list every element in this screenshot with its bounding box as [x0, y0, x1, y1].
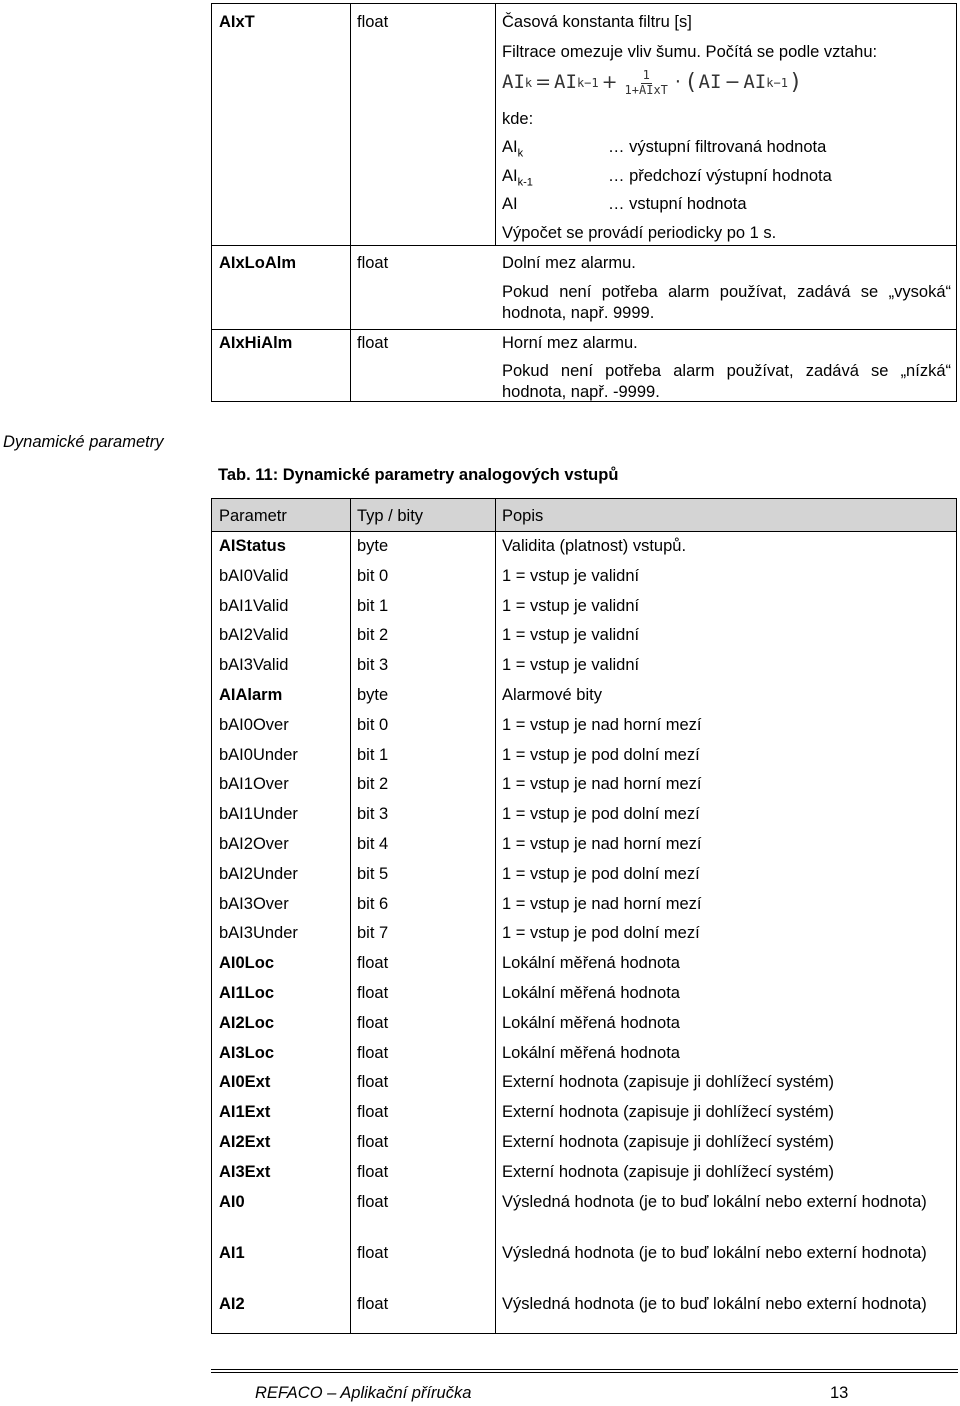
param-name: AI1Ext	[219, 1103, 271, 1122]
param-desc: Alarmové bity	[502, 686, 602, 704]
param-desc: Externí hodnota (zapisuje ji dohlížecí systém)	[502, 1103, 834, 1122]
param-type: float	[357, 1192, 389, 1211]
definition-desc: … výstupní filtrovaná hodnota	[608, 138, 827, 156]
param-type: float	[357, 254, 389, 272]
param-desc: 1 = vstup je pod dolní mezí	[502, 805, 700, 824]
param-desc-line: Filtrace omezuje vliv šumu. Počítá se podle vztahu:	[502, 43, 878, 61]
param-type: float	[357, 1073, 389, 1092]
table-caption: Tab. 11: Dynamické parametry analogových vstupů	[218, 466, 619, 484]
param-type: float	[357, 334, 389, 352]
param-desc: 1 = vstup je nad horní mezí	[502, 894, 702, 913]
param-name: AI1Loc	[219, 984, 275, 1002]
param-type: bit 2	[357, 626, 389, 645]
param-desc: Lokální měřená hodnota	[502, 954, 680, 973]
param-desc: Lokální měřená hodnota	[502, 984, 680, 1002]
param-type: bit 4	[357, 835, 389, 853]
param-type: bit 2	[357, 775, 389, 794]
filter-formula	[502, 66, 803, 100]
param-desc: 1 = vstup je validní	[502, 656, 640, 675]
param-name: bAI2Over	[219, 835, 289, 853]
param-desc: 1 = vstup je nad horní mezí	[502, 715, 702, 734]
param-desc: 1 = vstup je nad horní mezí	[502, 775, 702, 794]
param-name: bAI3Valid	[219, 656, 289, 675]
param-desc-text: Pokud není potřeba alarm používat, zadává se „nízká“ hodnota, např. -9999.	[502, 362, 951, 401]
param-type: bit 0	[357, 715, 389, 734]
param-name: bAI1Over	[219, 775, 289, 794]
formula-paren: )	[790, 70, 800, 96]
param-type: bit 3	[357, 656, 389, 675]
section-heading: Dynamické parametry	[3, 433, 164, 451]
formula-subscript: k−1	[576, 75, 599, 90]
param-desc: 1 = vstup je pod dolní mezí	[502, 745, 700, 764]
param-name: AI2	[219, 1294, 245, 1313]
param-name: AIxLoAlm	[219, 254, 297, 272]
definition-desc: … vstupní hodnota	[608, 195, 747, 213]
param-name: bAI1Under	[219, 805, 298, 824]
param-type: bit 1	[357, 596, 389, 615]
row-divider	[212, 329, 956, 330]
param-name: bAI1Valid	[219, 596, 289, 615]
param-desc: Externí hodnota (zapisuje ji dohlížecí systém)	[502, 1133, 834, 1151]
param-type: bit 1	[357, 745, 389, 764]
param-desc: Výsledná hodnota (je to buď lokální nebo externí hodnota)	[502, 1294, 927, 1313]
formula-term: AI	[743, 71, 767, 94]
header-desc: Popis	[502, 507, 544, 525]
definition-symbol: AI	[502, 195, 518, 213]
param-name: AIAlarm	[219, 686, 283, 704]
param-desc: Výsledná hodnota (je to buď lokální nebo externí hodnota)	[502, 1243, 927, 1262]
formula-operator: −	[724, 71, 741, 94]
param-desc-text: Pokud není potřeba alarm používat, zadává se „vysoká“ hodnota, např. 9999.	[502, 283, 951, 322]
param-desc: 1 = vstup je nad horní mezí	[502, 835, 702, 853]
formula-subscript: k−1	[766, 75, 788, 90]
param-type: byte	[357, 686, 389, 704]
param-type: float	[357, 1162, 389, 1181]
definition-symbol: $AI_k$	[502, 138, 524, 160]
param-type: bit 3	[357, 805, 389, 824]
param-name: AI3Ext	[219, 1162, 271, 1181]
param-name: AIxHiAlm	[219, 334, 293, 352]
formula-paren: (	[686, 70, 696, 96]
param-name: bAI2Valid	[219, 626, 289, 645]
footer-rule	[211, 1369, 958, 1370]
definition-desc: … předchozí výstupní hodnota	[608, 167, 832, 185]
param-name: AI1	[219, 1243, 245, 1262]
formula-operator: ·	[674, 71, 681, 94]
param-type: bit 7	[357, 924, 389, 943]
param-desc-title: Dolní mez alarmu.	[502, 254, 636, 272]
dynamic-parameters-table	[211, 498, 957, 1334]
param-desc: 1 = vstup je validní	[502, 596, 640, 615]
footer-rule	[211, 1372, 958, 1373]
formula-fraction	[625, 69, 668, 96]
param-name: AI2Ext	[219, 1133, 271, 1151]
param-type: bit 0	[357, 566, 389, 585]
param-type: bit 5	[357, 864, 389, 883]
param-desc: 1 = vstup je validní	[502, 626, 640, 645]
formula-operator: +	[601, 71, 618, 94]
param-desc: Lokální měřená hodnota	[502, 1013, 680, 1032]
param-name: AI2Loc	[219, 1013, 275, 1032]
formula-subscript: k	[524, 75, 533, 90]
formula-term: AI	[554, 71, 577, 94]
param-type: byte	[357, 537, 389, 555]
param-desc: Externí hodnota (zapisuje ji dohlížecí systém)	[502, 1162, 834, 1181]
param-name: AI3Loc	[219, 1043, 275, 1062]
param-name: bAI3Over	[219, 894, 289, 913]
param-name: bAI3Under	[219, 924, 298, 943]
param-desc: Validita (platnost) vstupů.	[502, 537, 687, 555]
param-name: AI0	[219, 1192, 245, 1211]
param-name: bAI0Over	[219, 715, 289, 734]
param-desc: 1 = vstup je pod dolní mezí	[502, 864, 700, 883]
param-desc: Externí hodnota (zapisuje ji dohlížecí systém)	[502, 1073, 834, 1092]
fraction-numerator: 1	[642, 68, 650, 83]
param-desc: Lokální měřená hodnota	[502, 1043, 680, 1062]
param-type: bit 6	[357, 894, 389, 913]
param-name: AIxT	[219, 13, 255, 31]
param-type: float	[357, 1243, 389, 1262]
column-divider	[350, 499, 351, 1333]
param-name: AI0Ext	[219, 1073, 271, 1092]
param-type: float	[357, 1013, 389, 1032]
param-desc: 1 = vstup je validní	[502, 566, 640, 585]
param-desc: 1 = vstup je pod dolní mezí	[502, 924, 700, 943]
param-desc-title: Horní mez alarmu.	[502, 334, 638, 352]
param-note: Výpočet se provádí periodicky po 1 s.	[502, 224, 777, 242]
param-name: bAI0Valid	[219, 566, 289, 585]
formula-term: AI	[698, 71, 722, 94]
param-desc: Výsledná hodnota (je to buď lokální nebo externí hodnota)	[502, 1192, 927, 1211]
param-name: bAI0Under	[219, 745, 298, 764]
param-name: AIStatus	[219, 537, 286, 555]
param-type: float	[357, 1103, 389, 1122]
row-divider	[212, 245, 956, 246]
fraction-denominator: 1+AIxT	[624, 82, 668, 97]
column-divider	[495, 4, 496, 245]
where-label: kde:	[502, 110, 534, 128]
definition-symbol: $AI_{k-1}$	[502, 167, 533, 189]
column-divider	[350, 4, 351, 401]
param-name: AI0Loc	[219, 954, 275, 973]
param-desc-line: Časová konstanta filtru [s]	[502, 13, 692, 31]
formula-operator: =	[535, 71, 552, 94]
table-header-row	[212, 499, 956, 532]
parameters-table-continued	[211, 3, 957, 402]
param-name: bAI2Under	[219, 864, 298, 883]
param-type: float	[357, 954, 389, 973]
param-type: float	[357, 13, 389, 31]
header-param: Parametr	[219, 507, 287, 525]
param-type: float	[357, 1133, 389, 1151]
param-type: float	[357, 1294, 389, 1313]
column-divider	[495, 499, 496, 1333]
param-type: float	[357, 984, 389, 1002]
formula-term: AI	[502, 71, 525, 94]
footer-title: REFACO – Aplikační příručka	[255, 1384, 472, 1402]
header-type: Typ / bity	[357, 507, 424, 525]
param-type: float	[357, 1043, 389, 1062]
page-number: 13	[830, 1384, 849, 1402]
